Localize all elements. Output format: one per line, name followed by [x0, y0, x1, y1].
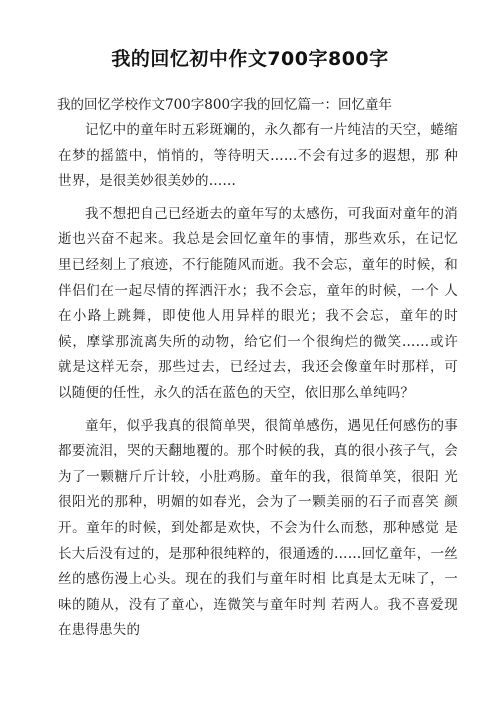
paragraph-2: 我不想把自己已经逝去的童年写的太感伤，可我面对童年的消逝也兴奋不起来。我总是会回忆童年的事情，那些欢乐，在记忆 里已经刻上了痕迹，不行能随风而逝。我不会忘，童年的时候，和伴侣们在一起尽情的挥洒汗水；我不会忘，童年的时候，一个 人在小路上跳舞，即使他人用异样的眼光；我不会忘，童年的时 候，摩挲那流离失所的动物，给它们一个很绚烂的微笑……或许 就是这样无奈，那些过去，已经过去，我还会像童年时那样，可 以随便的任性，永久的活在蓝色的天空，依旧那么单纯吗？: [58, 205, 458, 401]
paragraph-1: 记忆中的童年时五彩斑斓的，永久都有一片纯洁的天空，蜷缩在梦的摇篮中，悄悄的，等待明天……不会有过多的遐想，那 种世界，是很美妙很美妙的……: [58, 122, 458, 190]
page-title: 我的回忆初中作文700字800字: [111, 48, 389, 70]
article-body: [58, 118, 458, 651]
document-subtitle: 我的回忆学校作文700字800字我的回忆篇一：回忆童年: [57, 97, 393, 113]
paragraph-3: 童年，似乎我真的很简单哭，很简单感伤，遇见任何感伤的事都要流泪，哭的天翻地覆的。那个时候的我，真的很小孩子气，会为了一颗糖斤斤计较，小肚鸡肠。童年的我，很简单笑，很阳 光很阳光的那种，明媚的如春光，会为了一颗美丽的石子而喜笑 颜开。童年的时候，到处都是欢快，不会为什么而愁，那种感觉 是长大后没有过的，是那种很纯粹的，很通透的……回忆童年，一丝丝的感伤漫上心头。现在的我们与童年时相 比真是太无味了，一味的随从，没有了童心，连微笑与童年时判 若两人。我不喜爱现在患得患失的: [58, 417, 458, 639]
